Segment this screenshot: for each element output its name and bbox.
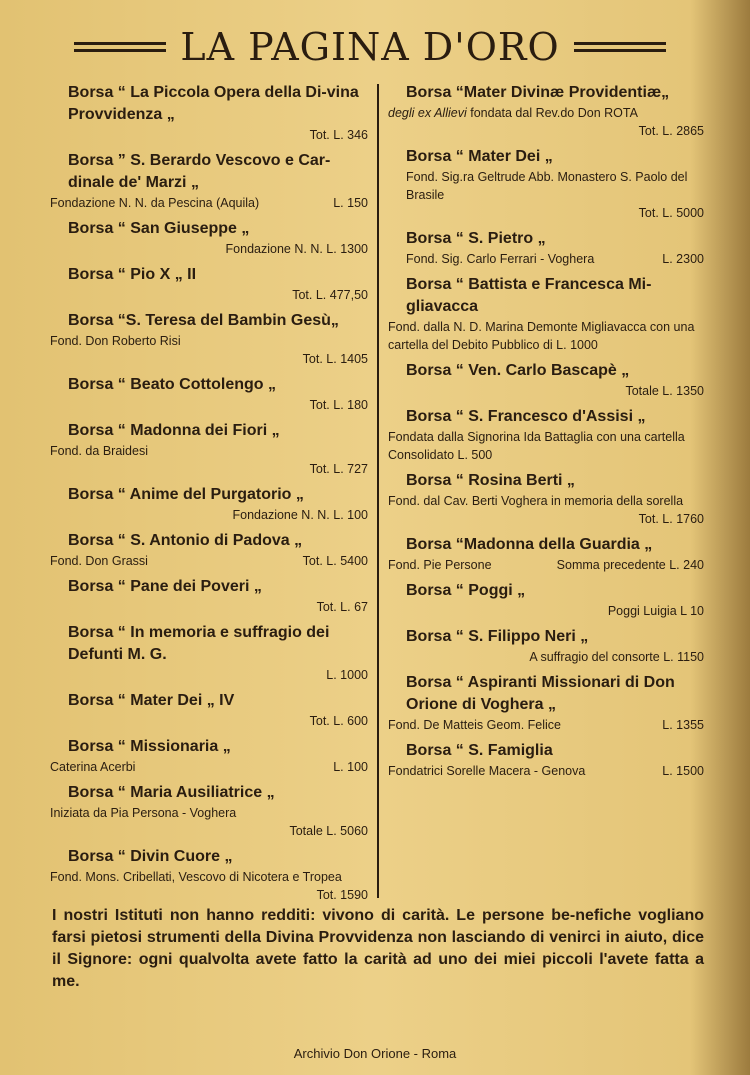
list-item [50, 690, 368, 730]
list-item [388, 274, 704, 354]
borsa-detail: Fond. Pie Persone [388, 558, 492, 572]
borsa-amount: Somma precedente L. 240 [556, 558, 704, 572]
borsa-name: Borsa “ Missionaria „ [68, 738, 231, 755]
title-row [0, 22, 740, 72]
borsa-amount: L. 1500 [662, 764, 704, 778]
borsa-amount: Tot. L. 1405 [302, 352, 368, 366]
borsa-name: Borsa “ Ven. Carlo Bascapè „ [406, 362, 630, 379]
borsa-name: Borsa “ Madonna dei Fiori „ [68, 422, 280, 439]
borsa-amount: Tot. L. 346 [309, 128, 368, 142]
list-item [388, 470, 704, 528]
column-divider [377, 84, 379, 898]
title-rule-right [574, 42, 666, 52]
borsa-detail: Fondata dalla Signorina Ida Battaglia con una cartella Consolidato [388, 430, 685, 462]
borsa-amount: L. 100 [333, 760, 368, 774]
borsa-amount: L. 1000 [556, 338, 598, 352]
borsa-detail: Caterina Acerbi [50, 760, 136, 774]
borsa-name: Borsa “Madonna della Guardia „ [406, 536, 653, 553]
borsa-name: Borsa “ S. Filippo Neri „ [406, 628, 589, 645]
borsa-name: Borsa “ S. Famiglia [406, 742, 553, 759]
borsa-detail: Iniziata da Pia Persona - Voghera [50, 806, 237, 820]
borsa-detail: Fondatrici Sorelle Macera - Genova [388, 764, 586, 778]
borsa-name: Borsa “ S. Francesco d'Assisi „ [406, 408, 646, 425]
list-item [388, 740, 704, 780]
borsa-name: Borsa “ Beato Cottolengo „ [68, 376, 277, 393]
borsa-detail: Fondazione N. N. da Pescina (Aquila) [50, 196, 260, 210]
borsa-amount: Tot. L. 2865 [638, 124, 704, 138]
borsa-detail: Fond. Don Roberto Risi [50, 334, 181, 348]
borsa-name: Borsa “ San Giuseppe „ [68, 220, 250, 237]
list-item [50, 622, 368, 684]
borsa-detail: Fond. Don Grassi [50, 554, 148, 568]
list-item [388, 228, 704, 268]
list-item [50, 420, 368, 478]
borsa-detail-italic: degli ex Allievi [388, 106, 467, 120]
borsa-amount: L. 2300 [662, 252, 704, 266]
borsa-amount: L. 1000 [326, 668, 368, 682]
borsa-detail: fondata dal Rev.do Don ROTA [470, 106, 638, 120]
borsa-amount: Fondazione N. N. L. 100 [232, 508, 368, 522]
borsa-amount: Totale L. 1350 [625, 384, 704, 398]
borsa-detail: Fond. dalla N. D. Marina Demonte Migliavacca con una cartella del Debito Pubblico di [388, 320, 695, 352]
list-item [388, 626, 704, 666]
list-item [388, 82, 704, 140]
borsa-name: Borsa “S. Teresa del Bambin Gesù„ [68, 312, 339, 329]
list-item [388, 672, 704, 734]
borsa-name: Borsa “ Battista e Francesca Mi-gliavacca [406, 276, 652, 315]
list-item [50, 264, 368, 304]
borsa-name: Borsa “ In memoria e suffragio dei Defunti M. G. [68, 624, 330, 663]
borsa-detail: Fond. Sig. Carlo Ferrari - Voghera [406, 252, 595, 266]
borsa-amount: Tot. L. 600 [309, 714, 368, 728]
page-title: LA PAGINA D'ORO [180, 25, 560, 69]
borsa-name: Borsa “ La Piccola Opera della Di-vina Provvidenza „ [68, 84, 359, 123]
borsa-amount: Tot. 1590 [316, 888, 368, 902]
borsa-name: Borsa “ Pane dei Poveri „ [68, 578, 262, 595]
archive-caption: Archivio Don Orione - Roma [293, 1046, 457, 1061]
borsa-amount: Totale L. 5060 [289, 824, 368, 838]
title-rule-left [74, 42, 166, 52]
borsa-amount: Tot. L. 180 [309, 398, 368, 412]
borsa-amount: Fondazione N. N. L. 1300 [225, 242, 368, 256]
list-item [388, 406, 704, 464]
borsa-name: Borsa “ Mater Dei „ IV [68, 692, 235, 709]
borsa-name: Borsa “ Rosina Berti „ [406, 472, 575, 489]
borsa-amount: Poggi Luigia L 10 [607, 604, 704, 618]
borsa-name: Borsa “ S. Antonio di Padova „ [68, 532, 303, 549]
borsa-name: Borsa “ Divin Cuore „ [68, 848, 233, 865]
list-item [50, 218, 368, 258]
borsa-detail: Fond. dal Cav. Berti Voghera in memoria della sorella [388, 494, 684, 508]
borsa-detail: Fond. Mons. Cribellati, Vescovo di Nicotera e Tropea [50, 870, 342, 884]
borsa-amount: A suffragio del consorte L. 1150 [529, 650, 704, 664]
list-item [50, 374, 368, 414]
borsa-amount: Tot. L. 727 [309, 462, 368, 476]
list-item [50, 150, 368, 212]
list-item [50, 82, 368, 144]
footer-paragraph: I nostri Istituti non hanno redditi: vivono di carità. Le persone be-nefiche vogliano farsi pietosi strumenti della Divina Provvidenza non lasciando di venirci in aiuto, dice il Signore: ogni qualvolta avete fatto la carità ad uno dei miei piccoli l'avete fatta a me. [52, 907, 704, 990]
list-item [50, 310, 368, 368]
list-item [388, 360, 704, 400]
borsa-detail: Fond. Sig.ra Geltrude Abb. Monastero S. Paolo del Brasile [406, 170, 688, 202]
list-item [50, 782, 368, 840]
list-item [50, 484, 368, 524]
borsa-name: Borsa “ Anime del Purgatorio „ [68, 486, 304, 503]
borsa-amount: Tot. L. 5400 [302, 554, 368, 568]
borsa-detail: Fond. da Braidesi [50, 444, 148, 458]
borsa-name: Borsa “ Aspiranti Missionari di Don Orione di Voghera „ [406, 674, 675, 713]
list-item [388, 534, 704, 574]
borsa-name: Borsa ” S. Berardo Vescovo e Car-dinale de' Marzi „ [68, 152, 331, 191]
borsa-amount: L. 500 [457, 448, 493, 462]
borsa-amount: Tot. L. 5000 [638, 206, 704, 220]
borsa-amount: L. 150 [333, 196, 368, 210]
borsa-amount: Tot. L. 477,50 [292, 288, 368, 302]
borsa-detail: Fond. De Matteis Geom. Felice [388, 718, 561, 732]
list-item [50, 736, 368, 776]
list-item [50, 576, 368, 616]
borsa-name: Borsa “ Poggi „ [406, 582, 526, 599]
borsa-name: Borsa “ Maria Ausiliatrice „ [68, 784, 275, 801]
borsa-name: Borsa “ S. Pietro „ [406, 230, 546, 247]
borsa-amount: L. 1355 [662, 718, 704, 732]
list-item [50, 846, 368, 904]
left-column [50, 82, 368, 910]
right-column [388, 82, 704, 786]
list-item [388, 580, 704, 620]
borsa-amount: Tot. L. 1760 [638, 512, 704, 526]
borsa-name: Borsa “ Mater Dei „ [406, 148, 553, 165]
borsa-name: Borsa “Mater Divinæ Providentiæ„ [406, 84, 670, 101]
list-item [50, 530, 368, 570]
borsa-name: Borsa “ Pio X „ II [68, 266, 197, 283]
list-item [388, 146, 704, 222]
borsa-amount: Tot. L. 67 [316, 600, 368, 614]
